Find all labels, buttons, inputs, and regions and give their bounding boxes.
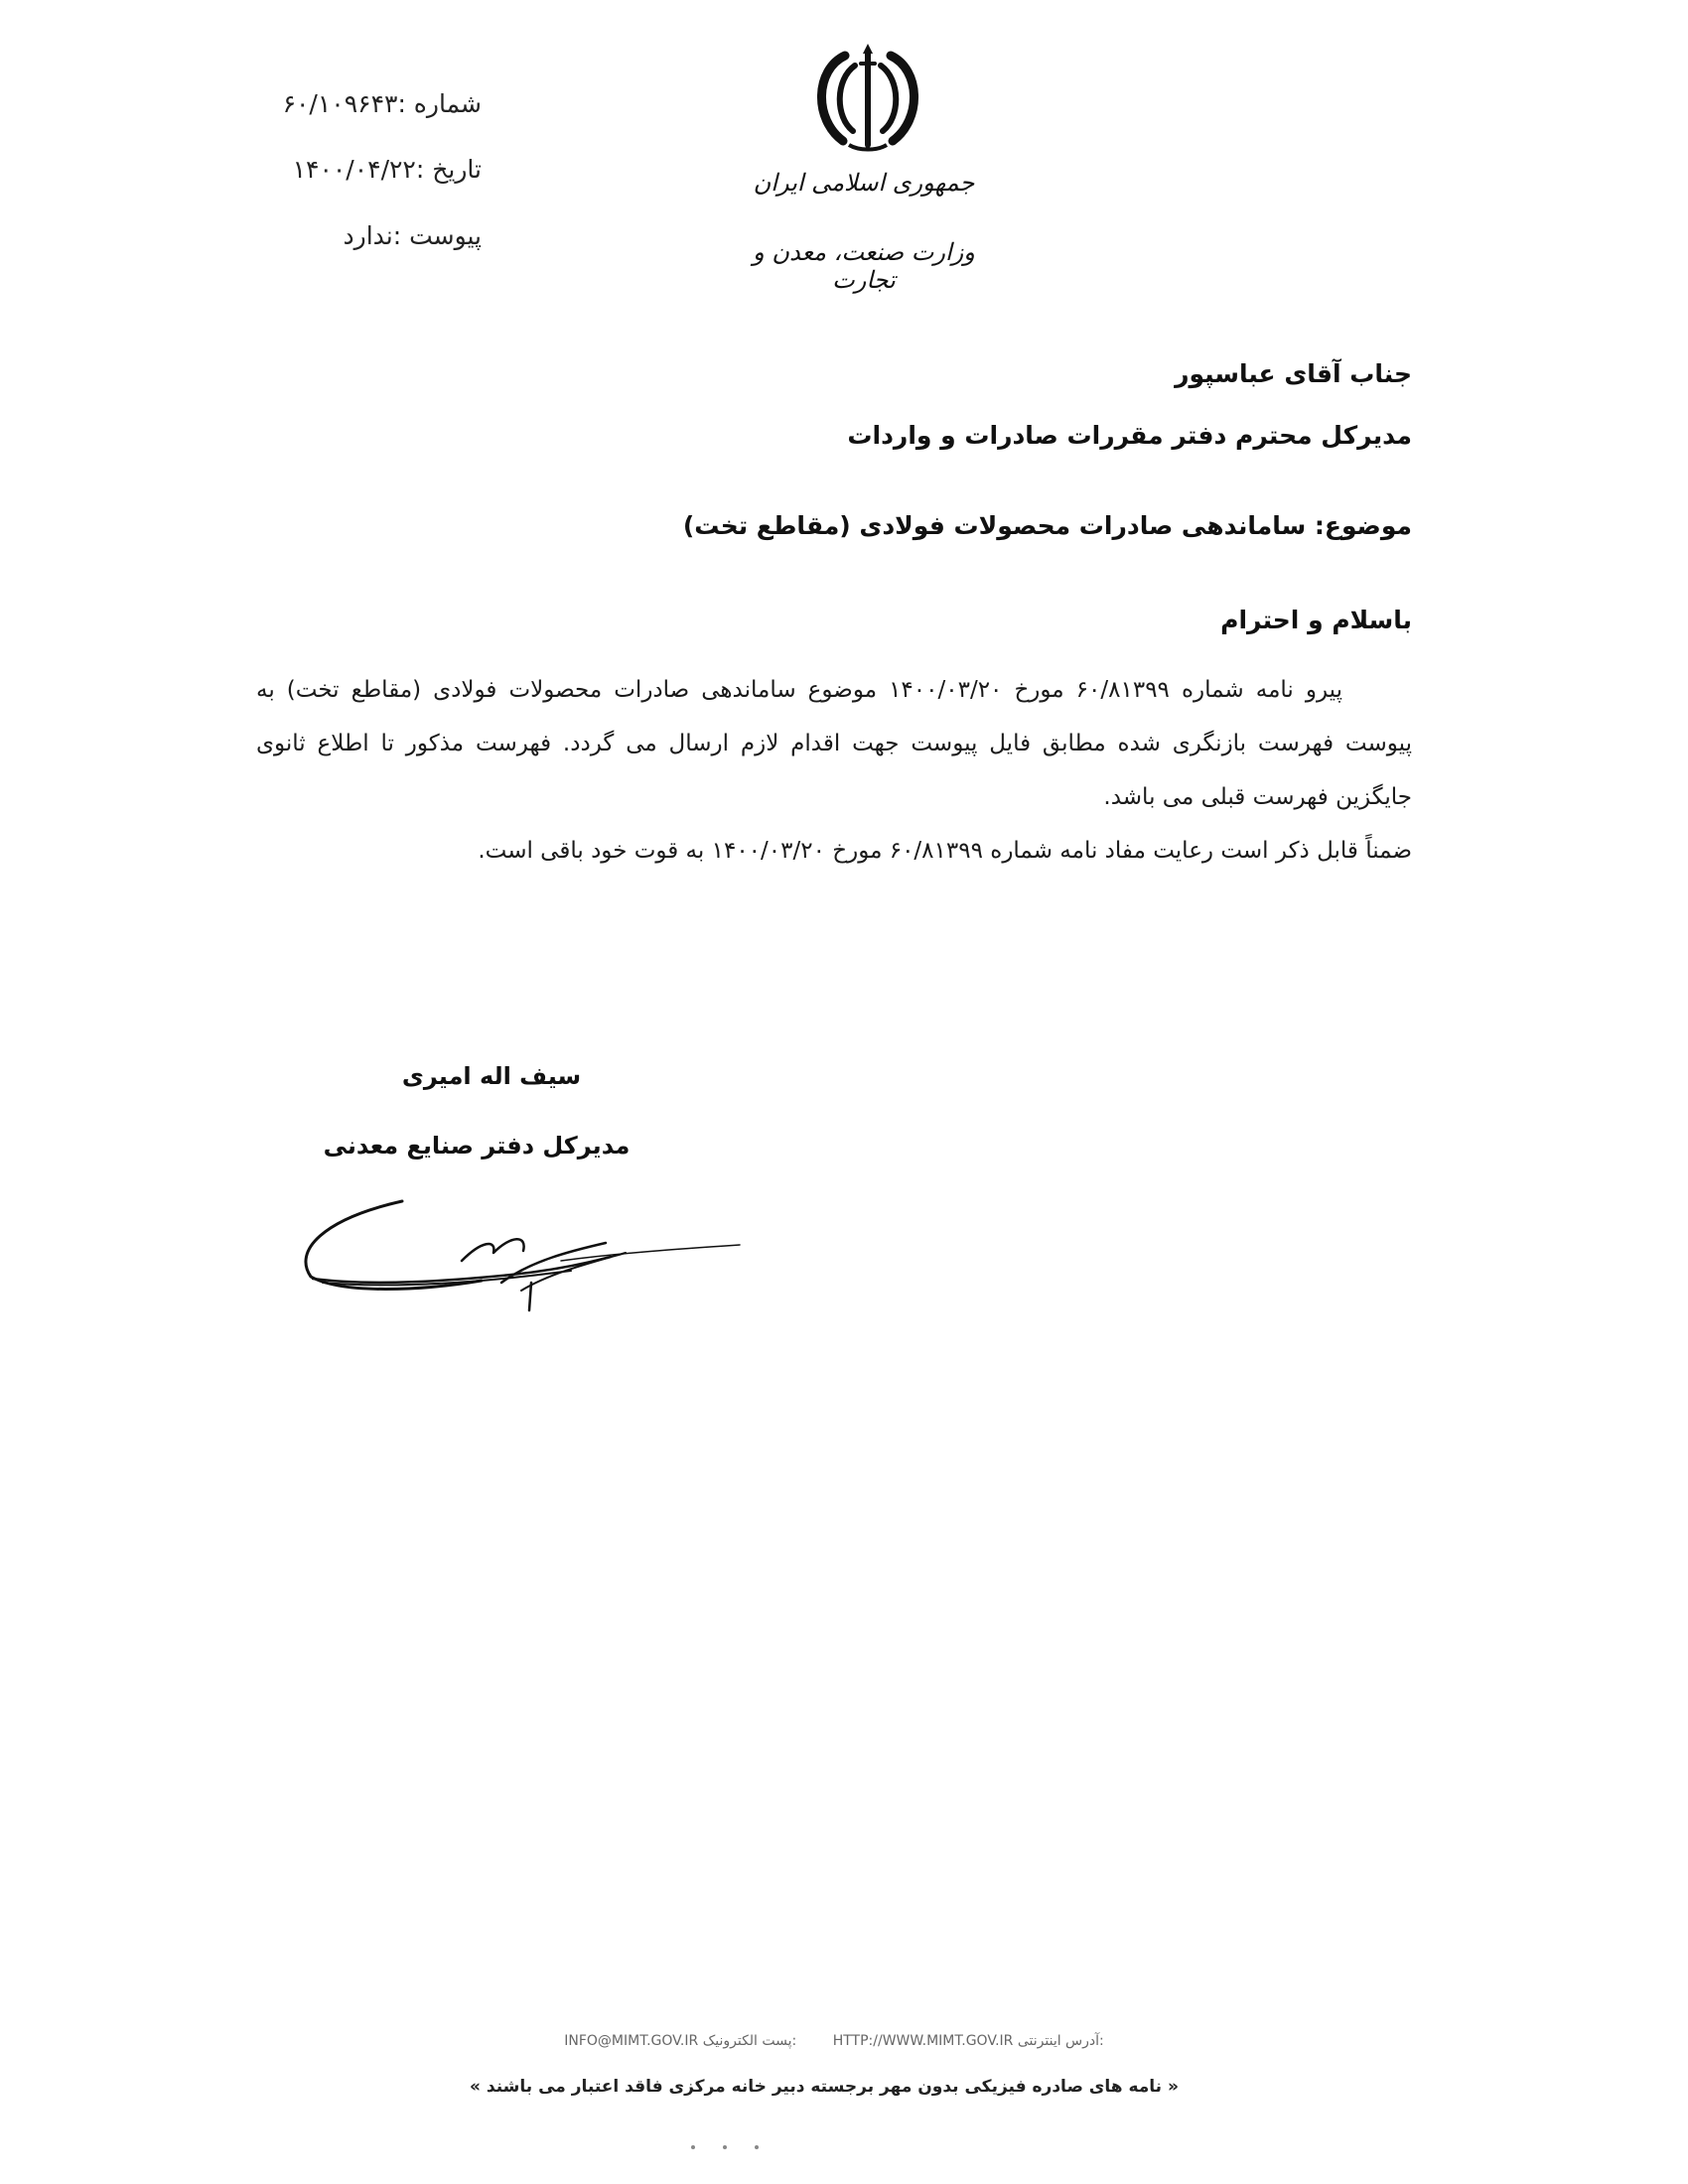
letter-attachment: پیوست :ندارد <box>343 221 482 250</box>
letter-body <box>256 663 1412 878</box>
footer-contact <box>477 2033 1192 2049</box>
signer-title: مدیرکل دفتر صنایع معدنی <box>323 1132 631 1160</box>
body-paragraph: ضمناً قابل ذکر است رعایت مفاد نامه شماره ۶۰/۸۱۳۹۹ مورخ ۱۴۰۰/۰۳/۲۰ به قوت خود باقی است. <box>478 838 1412 864</box>
scan-dots <box>685 2142 765 2152</box>
handwritten-signature <box>283 1191 760 1320</box>
country-name: جمهوری اسلامی ایران <box>753 169 975 197</box>
footer-email-value: INFO@MIMT.GOV.IR <box>564 2033 699 2049</box>
iran-emblem-icon <box>809 42 926 153</box>
subject-line: موضوع: ساماندهی صادرات محصولات فولادی (مقاطع تخت) <box>682 511 1412 540</box>
body-paragraph: پیرو نامه شماره ۶۰/۸۱۳۹۹ مورخ ۱۴۰۰/۰۳/۲۰ موضوع ساماندهی صادرات محصولات فولادی (مقاطع تخت) به پیوست فهرست بازنگری شده مطابق فایل پیوست جهت اقدام لازم ارسال می گردد. فهرست مذکور تا اطلاع ثانوی جایگزین فهرست قبلی می باشد. <box>256 677 1412 810</box>
letter-date: تاریخ :۱۴۰۰/۰۴/۲۲ <box>292 155 482 184</box>
footer-note: « نامه های صادره فیزیکی بدون مهر برجسته دبیر خانه مرکزی فاقد اعتبار می باشند » <box>470 2077 1179 2097</box>
footer-email[interactable] <box>564 2033 796 2049</box>
footer-website-label: آدرس اینترنتی: <box>1017 2033 1104 2049</box>
greeting: باسلام و احترام <box>1220 606 1412 634</box>
addressee-name: جناب آقای عباسپور <box>1175 359 1412 388</box>
letter-number: شماره :۶۰/۱۰۹۶۴۳ <box>282 89 482 118</box>
addressee-title: مدیرکل محترم دفتر مقررات صادرات و واردات <box>847 421 1412 450</box>
footer-website-value: HTTP://WWW.MIMT.GOV.IR <box>832 2033 1014 2049</box>
signer-name: سیف اله امیری <box>401 1062 582 1090</box>
ministry-name: وزارت صنعت، معدن و تجارت <box>753 238 975 294</box>
footer-website[interactable] <box>833 2033 1104 2049</box>
footer-email-label: پست الکترونیک: <box>702 2033 797 2049</box>
